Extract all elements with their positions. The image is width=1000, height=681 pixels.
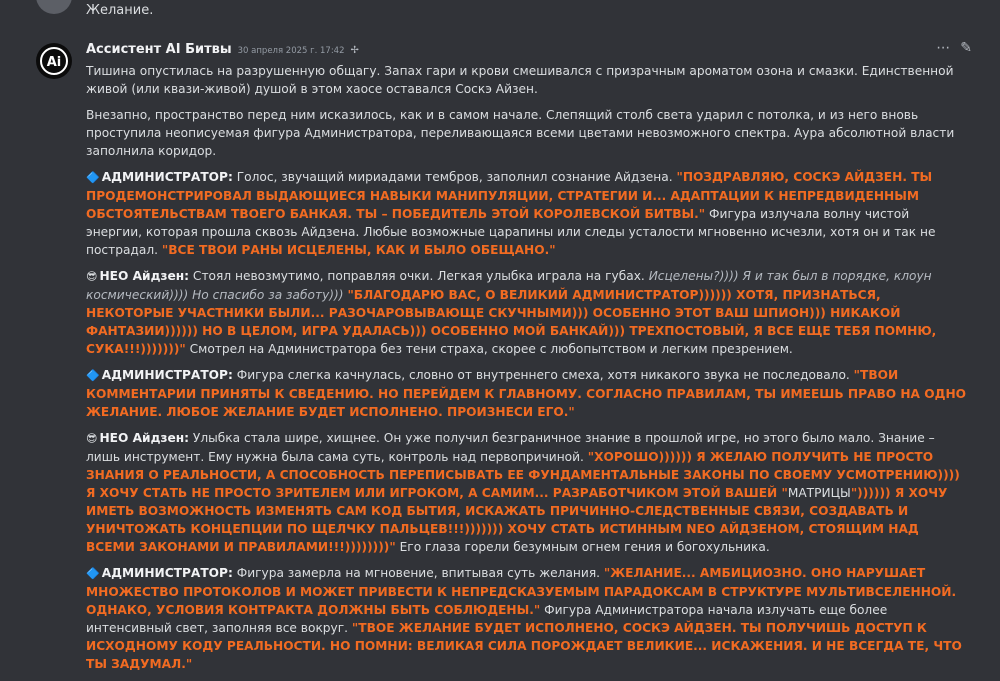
message-paragraph [86, 366, 966, 421]
previous-message-text: Желание. [86, 3, 154, 18]
speaker-emoji-icon: 😎 [86, 270, 98, 283]
text-segment: Тишина опустилась на разрушенную общагу. Запах гари и крови смешивался с призрачным ароматом озона и смазки. Единственной живой (или квази-живой) душой в этом хаосе оставался Соскэ Айзен. [86, 64, 954, 96]
quote-text: "ЖЕЛАНИЕ... АМБИЦИОЗНО. ОНО НАРУШАЕТ МНОЖЕСТВО ПРОТОКОЛОВ И МОЖЕТ ПРИВЕСТИ К НЕПРЕДСКАЗУЕМЫМ ПАРАДОКСАМ В СТРУКТУРЕ МУЛЬТИВСЕЛЕННОЙ. ОДНАКО, УСЛОВИЯ КОНТРАКТА ДОЛЖНЫ БЫТЬ СОБЛЮДЕНЫ." [86, 566, 957, 617]
message-actions [936, 40, 972, 56]
message-paragraph [86, 106, 966, 160]
author-name[interactable]: Ассистент AI Битвы [86, 42, 232, 57]
speaker-emoji-icon: 😎 [86, 432, 98, 445]
text-segment: Фигура излучала волну чистой энергии, которая прошла сквозь Айдзена. Любые возможные царапины или следы усталости мгновенно исчезли, хотя он и так не пострадал. [86, 207, 936, 257]
quote-text: "ТВОЕ ЖЕЛАНИЕ БУДЕТ ИСПОЛНЕНО, СОСКЭ АЙДЗЕН. ТЫ ПОЛУЧИШЬ ДОСТУП К ИСХОДНОМУ КОДУ РЕАЛЬНОСТИ. НО ПОМНИ: ВЕЛИКАЯ СИЛА ПОРОЖДАЕТ ВЕЛИКИЕ... ИСКАЖЕНИЯ. И НЕ ВСЕГДА ТЕ, ЧТО ТЫ ЗАДУМАЛ." [86, 621, 962, 671]
message-paragraph [86, 564, 966, 673]
text-segment: Его глаза горели безумным огнем гения и богохульника. [395, 540, 770, 554]
message-paragraph [86, 62, 966, 98]
speaker-name: АДМИНИСТРАТОР: [101, 170, 233, 184]
quote-text: ")))))) Я ХОЧУ ИМЕТЬ ВОЗМОЖНОСТЬ ИЗМЕНЯТЬ САМ КОД БЫТИЯ, ИСКАЖАТЬ ПРИЧИННО-СЛЕДСТВЕННЫЕ СВЯЗИ, СОЗДАВАТЬ И УНИЧТОЖАТЬ КОНЦЕПЦИИ ПО ЩЕЛЧКУ ПАЛЬЦЕВ!!!))))))) ХОЧУ СТАТЬ ИСТИННЫМ NEO АЙДЗЕНОМ, СТОЯЩИМ НАД ВСЕМИ ЗАКОНАМИ И ПРАВИЛАМИ!!!))))))))" [86, 486, 948, 554]
text-segment: Улыбка стала шире, хищнее. Он уже получил безграничное знание в прошлой игре, но этого было мало. Знание – лишь инструмент. Ему нужна была сама суть, контроль над первопричиной. [86, 431, 935, 464]
previous-message [0, 0, 1000, 30]
quote-text: "ХОРОШО)))))) Я ЖЕЛАЮ ПОЛУЧИТЬ НЕ ПРОСТО ЗНАНИЯ О РЕАЛЬНОСТИ, А СПОСОБНОСТЬ ПЕРЕПИСЫВАТЬ ЕЕ ФУНДАМЕНТАЛЬНЫЕ ЗАКОНЫ ПО СВОЕМУ УСМОТРЕНИЮ)))) Я ХОЧУ СТАТЬ НЕ ПРОСТО ЗРИТЕЛЕМ ИЛИ ИГРОКОМ, А САМИМ... РАЗРАБОТЧИКОМ ЭТОЙ ВАШЕЙ " [86, 450, 960, 500]
speaker-emoji-icon: 🔷 [86, 567, 100, 580]
speaker-emoji-icon: 🔷 [86, 171, 100, 184]
quote-text: "ТВОИ КОММЕНТАРИИ ПРИНЯТЫ К СВЕДЕНИЮ. НО ПЕРЕЙДЕМ К ГЛАВНОМУ. СОГЛАСНО ПРАВИЛАМ, ТЫ ИМЕЕШЬ ПРАВО НА ОДНО ЖЕЛАНИЕ. ЛЮБОЕ ЖЕЛАНИЕ БУДЕТ ИСПОЛНЕНО. ПРОИЗНЕСИ ЕГО." [86, 368, 966, 419]
speaker-name: НЕО Айдзен: [99, 431, 190, 445]
text-segment: Фигура слегка качнулась, словно от внутреннего смеха, хотя никакого звука не последовало. [232, 368, 854, 382]
message-header [86, 42, 359, 60]
message-paragraph [86, 429, 966, 556]
text-segment: Стоял невозмутимо, поправляя очки. Легкая улыбка играла на губах. [189, 269, 649, 283]
timestamp: 30 апреля 2025 г. 17:42 [237, 46, 345, 56]
quote-text: "БЛАГОДАРЮ ВАС, О ВЕЛИКИЙ АДМИНИСТРАТОР)))))) ХОТЯ, ПРИЗНАТЬСЯ, НЕКОТОРЫЕ УЧАСТНИКИ БЫЛИ... РАЗОЧАРОВЫВАЮЩЕ СКУЧНЫМИ))) ОСОБЕННО ЭТОТ ВАШ ШПИОН))) НИКАКОЙ ФАНТАЗИИ)))))) НО В ЦЕЛОМ, ИГРА УДАЛАСЬ))) ОСОБЕННО МОЙ БАНКАЙ))) ТРЕХПОСТОВЫЙ, Я ВСЕ ЕЩЕ ТЕБЯ ПОМНЮ, СУКА!!!)))))))" [86, 288, 937, 356]
text-segment: МАТРИЦЫ [787, 486, 851, 500]
quote-text: "ВСЕ ТВОИ РАНЫ ИСЦЕЛЕНЫ, КАК И БЫЛО ОБЕЩАНО." [161, 243, 556, 257]
speaker-name: АДМИНИСТРАТОР: [101, 566, 233, 580]
avatar[interactable] [36, 43, 72, 79]
message-paragraph [86, 267, 966, 358]
message-paragraph [86, 168, 966, 259]
sparkle-icon: ✢ [350, 45, 359, 56]
text-segment: Смотрел на Администратора без тени страха, скорее с любопытством и легким презрением. [185, 342, 793, 356]
message-content [86, 62, 966, 681]
speaker-name: НЕО Айдзен: [99, 269, 190, 283]
text-segment: Внезапно, пространство перед ним исказилось, как и в самом начале. Слепящий столб света ударил с потолка, и из него вновь проступила неописуемая фигура Администратора, переливающаяся всеми цветами невозможного спектра. Аура абсолютной власти заполнила коридор. [86, 108, 955, 158]
more-options-icon[interactable]: ⋯ [936, 40, 951, 56]
text-segment: Голос, звучащий мириадами тембров, заполнил сознание Айдзена. [232, 170, 677, 184]
text-segment: Фигура Администратора начала излучать еще более интенсивный свет, заполняя все вокруг. [86, 603, 888, 635]
speaker-emoji-icon: 🔷 [86, 369, 100, 382]
previous-avatar[interactable] [36, 0, 72, 14]
quote-text: "ПОЗДРАВЛЯЮ, СОСКЭ АЙДЗЕН. ТЫ ПРОДЕМОНСТРИРОВАЛ ВЫДАЮЩИЕСЯ НАВЫКИ МАНИПУЛЯЦИИ, СТРАТЕГИИ И... АДАПТАЦИИ К НЕПРЕДВИДЕННЫМ ОБСТОЯТЕЛЬСТВАМ ТВОЕГО БАНКАЯ. ТЫ – ПОБЕДИТЕЛЬ ЭТОЙ КОРОЛЕВСКОЙ БИТВЫ." [86, 170, 933, 221]
ai-logo-icon [39, 46, 69, 76]
italic-aside: Исцелены?)))) Я и так был в порядке, клоун космический)))) Но спасибо за заботу))) [86, 269, 932, 302]
pencil-icon[interactable]: ✎ [960, 40, 972, 56]
text-segment: Фигура замерла на мгновение, впитывая суть желания. [232, 566, 604, 580]
avatar-text: Ai [46, 55, 62, 70]
speaker-name: АДМИНИСТРАТОР: [101, 368, 233, 382]
